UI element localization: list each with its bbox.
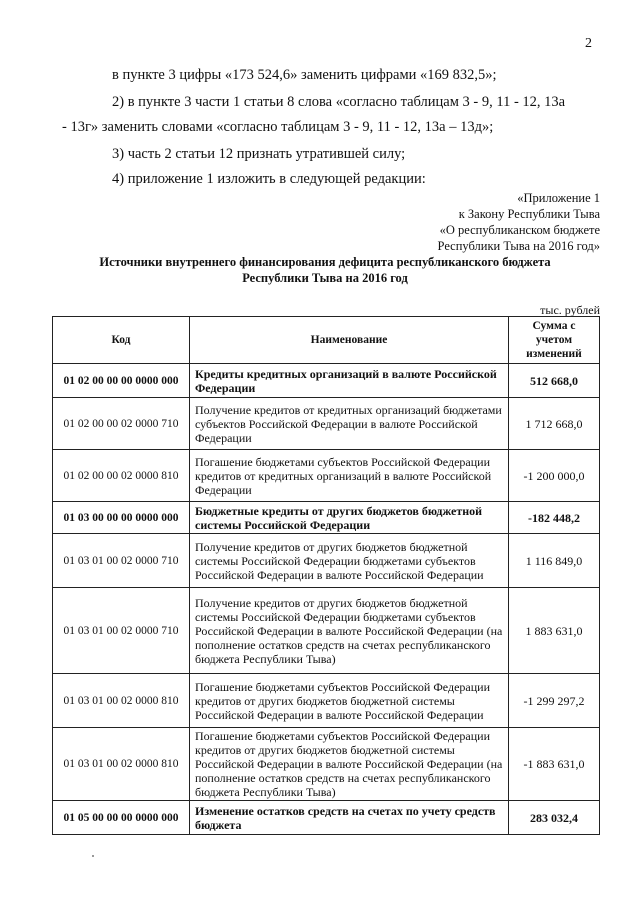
row-sum: -1 883 631,0 <box>509 728 600 801</box>
row-sum: -182 448,2 <box>509 502 600 534</box>
row-name: Изменение остатков средств на счетах по учету средств бюджета <box>190 801 509 835</box>
table-row <box>53 674 600 728</box>
row-sum: 1 116 849,0 <box>509 534 600 588</box>
paragraph-2: 2) в пункте 3 части 1 статьи 8 слова «согласно таблицам 3 - 9, 11 - 12, 13а <box>112 94 566 110</box>
table-row <box>53 398 600 450</box>
heading-line-1: Источники внутреннего финансирования дефицита республиканского бюджета <box>99 255 551 269</box>
row-sum: 283 032,4 <box>509 801 600 835</box>
table-row <box>53 364 600 398</box>
row-name: Получение кредитов от кредитных организаций бюджетами субъектов Российской Федерации в валюте Российской Федерации <box>190 398 509 450</box>
row-name: Погашение бюджетами субъектов Российской Федерации кредитов от других бюджетов бюджетной системы Российской Федерации в валюте Российской Федерации (на пополнение остатков средств на счетах республиканского бюджета Республики Тыва) <box>190 728 509 801</box>
row-sum: -1 299 297,2 <box>509 674 600 728</box>
row-name: Бюджетные кредиты от других бюджетов бюджетной системы Российской Федерации <box>190 502 509 534</box>
row-code: 01 03 00 00 00 0000 000 <box>53 502 190 534</box>
row-name: Погашение бюджетами субъектов Российской Федерации кредитов от кредитных организаций в валюте Российской Федерации <box>190 450 509 502</box>
table-row <box>53 588 600 674</box>
row-code: 01 02 00 00 02 0000 810 <box>53 450 190 502</box>
row-sum: 512 668,0 <box>509 364 600 398</box>
row-code: 01 03 01 00 02 0000 810 <box>53 674 190 728</box>
paragraph-4: 4) приложение 1 изложить в следующей редакции: <box>112 171 426 187</box>
row-code: 01 02 00 00 00 0000 000 <box>53 364 190 398</box>
header-name: Наименование <box>190 317 509 364</box>
row-sum: -1 200 000,0 <box>509 450 600 502</box>
financing-table <box>52 316 600 835</box>
table-heading <box>60 254 590 286</box>
appendix-line-4: Республики Тыва на 2016 год» <box>437 239 600 253</box>
heading-line-2: Республики Тыва на 2016 год <box>242 271 408 285</box>
scan-speck <box>92 855 94 857</box>
row-name: Кредиты кредитных организаций в валюте Российской Федерации <box>190 364 509 398</box>
appendix-reference <box>438 190 600 254</box>
table-row <box>53 728 600 801</box>
header-sum: Сумма с учетом изменений <box>509 317 600 364</box>
row-code: 01 03 01 00 02 0000 710 <box>53 534 190 588</box>
header-code: Код <box>53 317 190 364</box>
row-code: 01 03 01 00 02 0000 810 <box>53 728 190 801</box>
appendix-line-2: к Закону Республики Тыва <box>458 207 600 221</box>
row-code: 01 05 00 00 00 0000 000 <box>53 801 190 835</box>
table-row <box>53 502 600 534</box>
paragraph-2-continued: - 13г» заменить словами «согласно таблицам 3 - 9, 11 - 12, 13а – 13д»; <box>62 119 494 135</box>
appendix-line-1: «Приложение 1 <box>517 191 600 205</box>
appendix-line-3: «О республиканском бюджете <box>439 223 600 237</box>
paragraph-1: в пункте 3 цифры «173 524,6» заменить цифрами «169 832,5»; <box>112 67 497 83</box>
row-code: 01 03 01 00 02 0000 710 <box>53 588 190 674</box>
row-name: Получение кредитов от других бюджетов бюджетной системы Российской Федерации бюджетами субъектов Российской Федерации в валюте Российской Федерации (на пополнение остатков средств на счетах республиканского бюджета Республики Тыва) <box>190 588 509 674</box>
table-body <box>53 364 600 835</box>
row-sum: 1 883 631,0 <box>509 588 600 674</box>
row-name: Погашение бюджетами субъектов Российской Федерации кредитов от других бюджетов бюджетной системы Российской Федерации в валюте Российской Федерации <box>190 674 509 728</box>
unit-label: тыс. рублей <box>540 303 600 317</box>
paragraph-3: 3) часть 2 статьи 12 признать утратившей силу; <box>112 146 406 162</box>
table-row <box>53 801 600 835</box>
row-code: 01 02 00 00 02 0000 710 <box>53 398 190 450</box>
table-row <box>53 450 600 502</box>
row-name: Получение кредитов от других бюджетов бюджетной системы Российской Федерации бюджетами субъектов Российской Федерации в валюте Российской Федерации <box>190 534 509 588</box>
page-number: 2 <box>585 36 592 51</box>
table-row <box>53 534 600 588</box>
table-header-row <box>53 317 600 364</box>
row-sum: 1 712 668,0 <box>509 398 600 450</box>
